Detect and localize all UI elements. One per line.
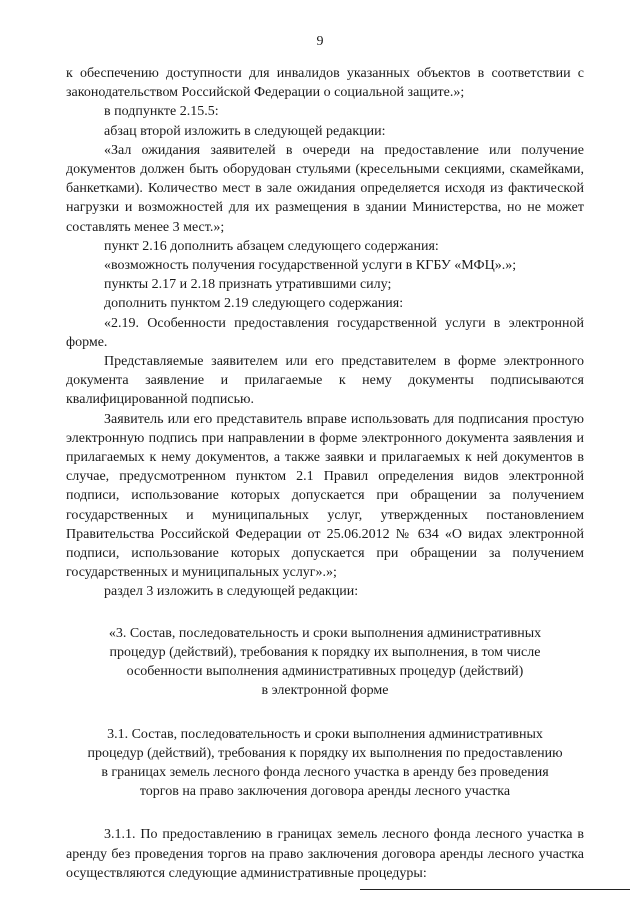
heading-line: «3. Состав, последовательность и сроки выполнения административных xyxy=(108,625,542,641)
paragraph: пункты 2.17 и 2.18 признать утратившими силу; xyxy=(104,277,392,293)
paragraph: раздел 3 изложить в следующей редакции: xyxy=(104,584,359,600)
paragraph: «2.19. Особенности предоставления государственной услуги в электронной форме. xyxy=(66,315,584,350)
heading-line: торгов на право заключения договора аренды лесного участка xyxy=(139,784,511,800)
paragraph: дополнить пунктом 2.19 следующего содержания: xyxy=(104,296,404,312)
paragraph: «возможность получения государственной услуги в КГБУ «МФЦ».»; xyxy=(104,258,517,274)
section-3-heading xyxy=(66,624,584,701)
page-number: 9 xyxy=(316,34,324,49)
paragraph: «Зал ожидания заявителей в очереди на предоставление или получение документов должен быть оборудован стульями (кресельными секциями, скамейками, банкетками). Количество мест в зале ожидания определяется исходя из фактической нагрузки и возможностей для их размещения в здании Министерства, но не может составлять менее 3 мест.»; xyxy=(66,142,584,235)
paragraph: пункт 2.16 дополнить абзацем следующего содержания: xyxy=(104,238,439,254)
heading-line: 3.1. Состав, последовательность и сроки выполнения административных xyxy=(107,726,543,742)
heading-line: процедур (действий), требования к порядку их выполнения по предоставлению xyxy=(87,745,563,761)
heading-line: в границах земель лесного фонда лесного участка в аренду без проведения xyxy=(101,764,549,780)
paragraph: абзац второй изложить в следующей редакции: xyxy=(104,123,386,139)
heading-line: в электронной форме xyxy=(261,683,389,699)
paragraph: к обеспечению доступности для инвалидов указанных объектов в соответствии с законодательством Российской Федерации о социальной защите.»; xyxy=(66,66,584,101)
heading-line: особенности выполнения административных процедур (действий) xyxy=(126,664,524,680)
subsection-3-1-heading xyxy=(66,725,584,802)
paragraph: Заявитель или его представитель вправе использовать для подписания простую электронную подпись при направлении в форме электронного документа заявления и прилагаемых к нему документов, а также заявки и прилагаемых к ней документов в случае, предусмотренном пунктом 2.1 Правил определения видов электронной подписи, использование которых допускается при обращении за получением государственных и муниципальных услуг, утвержденных постановлением Правительства Российской Федерации от 25.06.2012 № 634 «О видах электронной подписи, использование которых допускается при обращении за получением государственных и муниципальных услуг».»; xyxy=(66,411,584,581)
paragraph-3-1-1: 3.1.1. По предоставлению в границах земель лесного фонда лесного участка в аренду без проведения торгов на право заключения договора аренды лесного участка осуществляются следующие административные процедуры: xyxy=(66,827,584,881)
paragraph: в подпункте 2.15.5: xyxy=(104,104,219,120)
heading-line: процедур (действий), требования к порядку их выполнения, в том числе xyxy=(109,644,541,660)
footer-rule xyxy=(360,889,630,890)
document-body xyxy=(66,64,584,883)
paragraph: Представляемые заявителем или его представителем в форме электронного документа заявление и прилагаемые к нему документы подписываются квалифицированной подписью. xyxy=(66,354,584,408)
